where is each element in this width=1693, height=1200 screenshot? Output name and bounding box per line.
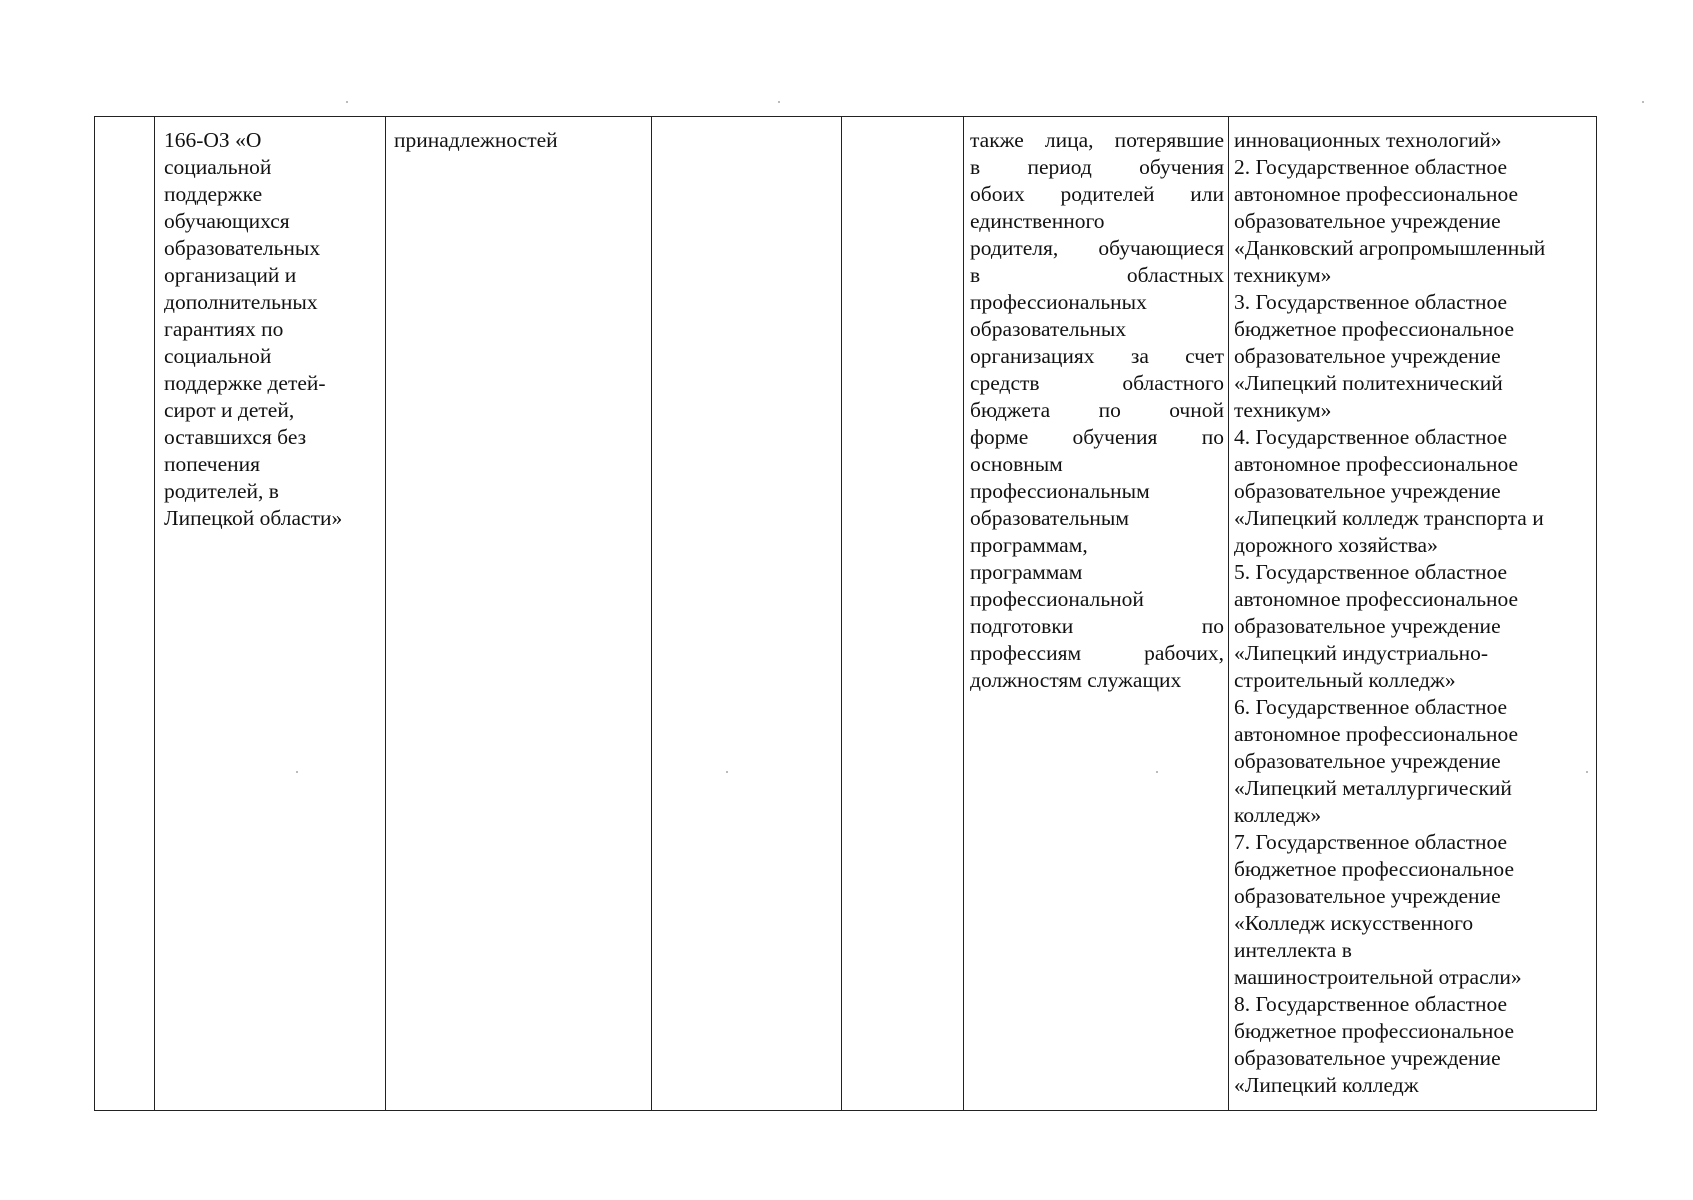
law-text-line: сирот и детей, (164, 398, 295, 422)
category-text-line: профессиональным (970, 479, 1150, 503)
institution-text-line: «Данковский агропромышленный (1234, 236, 1546, 260)
institution-text-line: интеллекта в (1234, 938, 1352, 962)
institution-text-line: образовательное учреждение (1234, 1046, 1501, 1070)
cell-empty-1 (652, 117, 842, 1111)
law-text-line: социальной (164, 155, 272, 179)
institution-text-line: бюджетное профессиональное (1234, 857, 1514, 881)
scan-speck (1156, 771, 1158, 773)
cell-subject (386, 117, 652, 1111)
institution-text-line: «Липецкий колледж транспорта и (1234, 506, 1544, 530)
category-text-line: также лица, потерявшие (970, 128, 1224, 152)
cell-institutions (1229, 117, 1597, 1111)
institution-text-line: машиностроительной отрасли» (1234, 965, 1522, 989)
category-text-line: организациях за счет (970, 344, 1224, 368)
category-text-line: подготовки по (970, 614, 1224, 638)
law-text-line: Липецкой области» (164, 506, 343, 530)
subject-text: принадлежностей (394, 128, 558, 152)
institution-text-line: техникум» (1234, 398, 1332, 422)
law-text-line: социальной (164, 344, 272, 368)
institution-text-line: бюджетное профессиональное (1234, 317, 1514, 341)
scan-speck (346, 101, 348, 103)
category-text-line: в областных (970, 263, 1224, 287)
institution-text-line: 4. Государственное областное (1234, 425, 1508, 449)
institution-text-line: инновационных технологий» (1234, 128, 1502, 152)
cell-recipient-category (964, 117, 1229, 1111)
law-text-line: поддержке детей- (164, 371, 326, 395)
cell-number (95, 117, 155, 1111)
law-text-line: обучающихся (164, 209, 290, 233)
category-text-line: профессиональной (970, 587, 1144, 611)
law-text-line: организаций и (164, 263, 297, 287)
category-text-line: родителя, обучающиеся (970, 236, 1224, 260)
scan-speck (296, 771, 298, 773)
category-text-line: в период обучения (970, 155, 1224, 179)
category-text-line: должностям служащих (970, 668, 1182, 692)
institution-text-line: образовательное учреждение (1234, 479, 1501, 503)
law-reference-text (155, 117, 385, 532)
institution-text-line: строительный колледж» (1234, 668, 1456, 692)
category-text-line: программам, (970, 533, 1088, 557)
law-text-line: оставшихся без (164, 425, 307, 449)
category-text-line: профессиям рабочих, (970, 641, 1224, 665)
category-text-line: средств областного (970, 371, 1224, 395)
category-text-line: единственного (970, 209, 1105, 233)
institution-text-line: «Колледж искусственного (1234, 911, 1474, 935)
law-text-line: поддержке (164, 182, 263, 206)
institution-text-line: техникум» (1234, 263, 1332, 287)
law-text-line: родителей, в (164, 479, 279, 503)
institution-text-line: образовательное учреждение (1234, 884, 1501, 908)
scan-speck (1642, 101, 1644, 103)
institution-text-line: образовательное учреждение (1234, 749, 1501, 773)
institution-text-line: 6. Государственное областное (1234, 695, 1508, 719)
institution-text-line: автономное профессиональное (1234, 587, 1519, 611)
law-text-line: образовательных (164, 236, 321, 260)
law-text-line: попечения (164, 452, 261, 476)
category-text-line: программам (970, 560, 1083, 584)
institution-text-line: автономное профессиональное (1234, 182, 1519, 206)
category-text-line: обоих родителей или (970, 182, 1224, 206)
scan-speck (778, 101, 780, 103)
category-text-line: основным (970, 452, 1063, 476)
institution-text-line: 2. Государственное областное (1234, 155, 1508, 179)
institution-text-line: «Липецкий индустриально- (1234, 641, 1489, 665)
recipient-category-text (964, 117, 1228, 694)
institution-text-line: колледж» (1234, 803, 1322, 827)
category-text-line: профессиональных (970, 290, 1147, 314)
institution-text-line: автономное профессиональное (1234, 452, 1519, 476)
cell-empty-2 (842, 117, 964, 1111)
scan-speck (1586, 771, 1588, 773)
institution-text-line: «Липецкий политехнический (1234, 371, 1503, 395)
institution-text-line: бюджетное профессиональное (1234, 1019, 1514, 1043)
scan-speck (726, 771, 728, 773)
institution-text-line: образовательное учреждение (1234, 344, 1501, 368)
institution-text-line: образовательное учреждение (1234, 614, 1501, 638)
law-text-line: 166-ОЗ «О (164, 128, 262, 152)
category-text-line: форме обучения по (970, 425, 1224, 449)
law-text-line: дополнительных (164, 290, 318, 314)
category-text-line: образовательных (970, 317, 1127, 341)
institution-text-line: 8. Государственное областное (1234, 992, 1508, 1016)
institution-text-line: образовательное учреждение (1234, 209, 1501, 233)
table-row (95, 117, 1597, 1111)
law-text-line: гарантиях по (164, 317, 284, 341)
institution-text-line: дорожного хозяйства» (1234, 533, 1438, 557)
document-table (94, 116, 1597, 1111)
institution-text-line: 3. Государственное областное (1234, 290, 1508, 314)
category-text-line: бюджета по очной (970, 398, 1224, 422)
institution-text-line: 5. Государственное областное (1234, 560, 1508, 584)
category-text-line: образовательным (970, 506, 1129, 530)
institution-text-line: автономное профессиональное (1234, 722, 1519, 746)
institutions-list (1229, 117, 1596, 1099)
institution-text-line: «Липецкий металлургический (1234, 776, 1512, 800)
cell-law-reference (155, 117, 386, 1111)
institution-text-line: «Липецкий колледж (1234, 1073, 1419, 1097)
institution-text-line: 7. Государственное областное (1234, 830, 1508, 854)
